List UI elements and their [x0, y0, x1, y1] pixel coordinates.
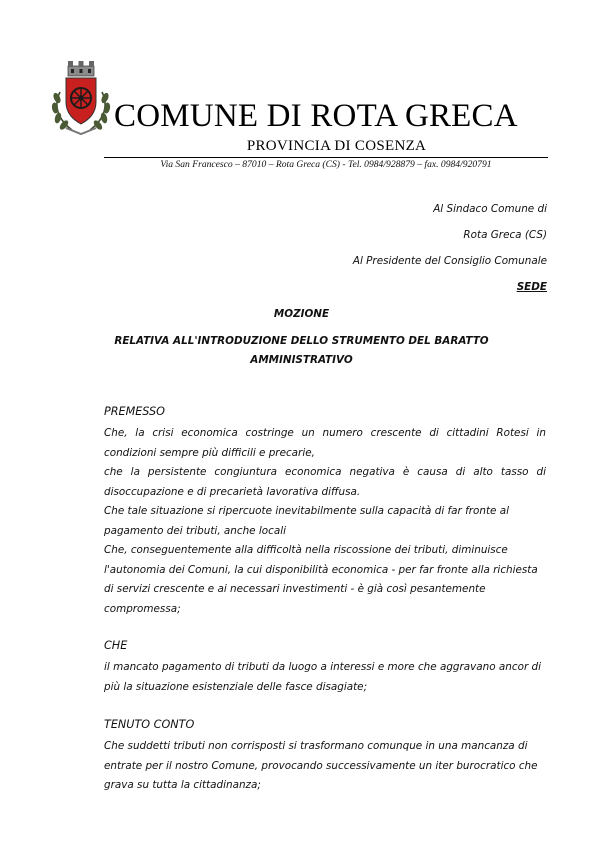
tenuto-conto-paragraph — [104, 737, 546, 796]
paragraph-line: il mancato pagamento di tributi da luogo a interessi e more che aggravano ancor di — [104, 661, 542, 673]
subject-line-1: RELATIVA ALL'INTRODUZIONE DELLO STRUMENTO DEL BARATTO — [114, 335, 489, 347]
address-line: Via San Francesco – 87010 – Rota Greca (CS) - Tel. 0984/928879 – fax. 0984/920791 — [160, 159, 492, 170]
town-crest-icon — [50, 58, 112, 136]
paragraph-line: che la persistente congiuntura economica negativa è causa di alto tasso di — [104, 466, 546, 478]
paragraph-line: disoccupazione e di precarietà lavorativa diffusa. — [104, 485, 361, 498]
paragraph-line: di servizi crescente e ai necessari investimenti - è già così pesantemente — [104, 583, 486, 595]
town-name-heading: COMUNE DI ROTA GRECA — [114, 98, 518, 134]
recipient-line-2: Rota Greca (CS) — [463, 229, 547, 241]
premesso-paragraph — [104, 424, 546, 619]
che-paragraph — [104, 658, 546, 697]
paragraph-line: Che suddetti tributi non corrisposti si trasformano comunque in una mancanza di — [104, 740, 528, 752]
paragraph-line: grava su tutta la cittadinanza; — [104, 779, 261, 791]
paragraph-line: pagamento dei tributi, anche locali — [104, 524, 286, 537]
subject-line-2: AMMINISTRATIVO — [250, 354, 353, 366]
paragraph-line: condizioni sempre più difficili e precarie, — [104, 446, 315, 459]
paragraph-line: Che tale situazione si ripercuote inevitabilmente sulla capacità di far fronte al — [104, 505, 510, 517]
che-label: CHE — [104, 639, 128, 652]
paragraph-line: entrate per il nostro Comune, provocando successivamente un iter burocratico che — [104, 759, 538, 772]
province-label: PROVINCIA DI COSENZA — [246, 138, 427, 154]
recipient-line-4: SEDE — [516, 281, 547, 293]
premesso-label: PREMESSO — [104, 405, 165, 418]
paragraph-line: compromessa; — [104, 602, 181, 615]
motion-heading: MOZIONE — [273, 308, 330, 320]
tenuto-conto-label: TENUTO CONTO — [104, 718, 195, 731]
header-divider — [104, 157, 548, 158]
recipient-line-1: Al Sindaco Comune di — [433, 203, 547, 215]
paragraph-line: Che, conseguentemente alla difficoltà nella riscossione dei tributi, diminuisce — [104, 544, 508, 556]
recipient-line-3: Al Presidente del Consiglio Comunale — [352, 255, 547, 267]
paragraph-line: Che, la crisi economica costringe un numero crescente di cittadini Rotesi in — [104, 427, 546, 439]
paragraph-line: più la situazione esistenziale delle fasce disagiate; — [104, 680, 368, 693]
paragraph-line: l'autonomia dei Comuni, la cui disponibilità economica - per far fronte alla richiesta — [104, 563, 538, 576]
